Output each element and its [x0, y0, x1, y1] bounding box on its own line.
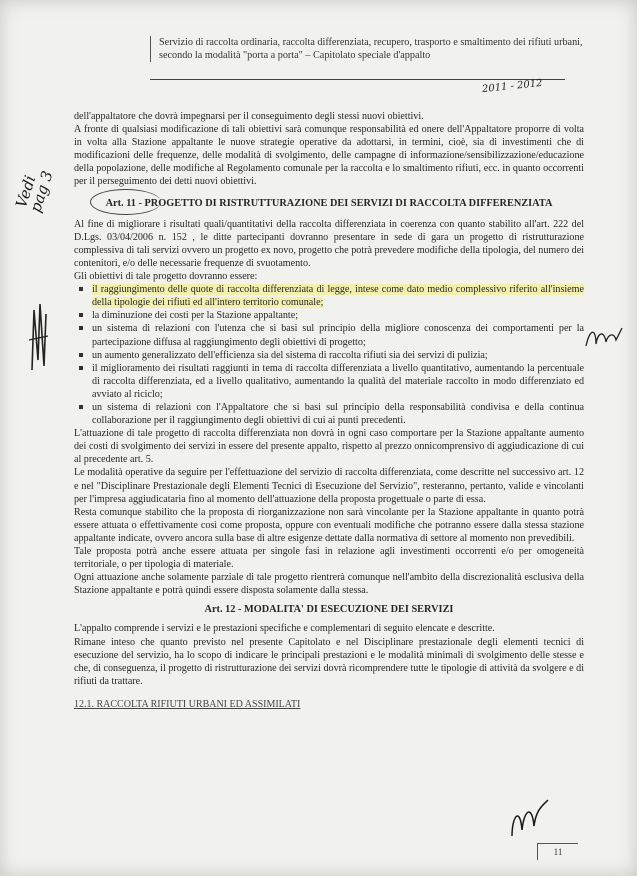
art12-title: Art. 12 - MODALITA' DI ESECUZIONE DEI SERVIZI	[204, 604, 454, 616]
handwritten-margin-note: Vedi pag 3	[12, 168, 57, 215]
handwritten-date: 2011 - 2012	[481, 77, 544, 96]
list-item: il raggiungimento delle quote di raccolta differenziata di legge, intese come dato medio complessivo riferito all'insieme della tipologie dei rifiuti ed all'intero territorio comunale;	[74, 283, 584, 309]
page-header	[150, 36, 614, 62]
header-title: Servizio di raccolta ordinaria, raccolta differenziata, recupero, trasporto e smaltimento dei rifiuti urbani, secondo la modalità "porta a porta" – Capitolato speciale d'appalto	[159, 37, 583, 61]
intro-paragraph-1: dell'appaltatore che dovrà impegnarsi per il conseguimento degli stessi nuovi obiettivi.	[74, 111, 424, 122]
art11-paragraph-5: Tale proposta potrà anche essere attuata per singole fasi in relazione agli investimenti occorrenti e/o per omogeneità territoriale, o per tipologia di materiale.	[74, 546, 584, 571]
art11-paragraph-3: Le modalità operative da seguire per l'effettuazione del servizio di raccolta differenziata, come descritte nel successivo art. 12 e nel "Disciplinare Prestazionale degli Elementi Tecnici di Esecuzione del Servizio", resteranno, pertanto, valide e vincolanti per l'impresa aggiudicataria fino al momento dell'attuazione della proposta progettuale o parte di essa.	[74, 467, 584, 505]
margin-signature-scribble	[26, 300, 52, 372]
art11-paragraph-6: Ogni attuazione anche solamente parziale di tale progetto rientrerà comunque nell'ambito della discrezionalità esclusiva della Stazione appaltante e potrà quindi essere disposta solamente dalla stessa.	[74, 572, 584, 597]
margin-note-scribble	[584, 322, 624, 352]
art12-paragraph-2: Rimane inteso che quanto previsto nel presente Capitolato e nel Disciplinare prestazionale degli elementi tecnici di esecuzione del servizio, ha lo scopo di indicare le principali prestazioni e le modalità minimali di svolgimento delle stesse e che, di conseguenza, il progetto di ristrutturazione dei servizi dovrà ricomprendere tutte le tipologie di attività da svolgere e di rifiuti da trattare.	[74, 636, 584, 687]
art11-heading	[74, 195, 584, 212]
art11-paragraph-4: Resta comunque stabilito che la proposta di riorganizzazione non sarà vincolante per la Stazione appaltante in quanto potrà essere attuata o effettivamente così come proposta, oppure con eventuali modifiche che potranno essere dalla stessa stazione appaltante indicate, ovvero ancora sulla base di altre esigenze dettate dalla normativa di settore al momento non prevedibili.	[74, 506, 584, 544]
art11-paragraph-2: L'attuazione di tale progetto di raccolta differenziata non dovrà in ogni caso comportare per la Stazione appaltante aumento dei costi di svolgimento dei servizi in essere del presente appalto, rispetto al prezzo onnicomprensivo di aggiudicazione di cui al precedente art. 5.	[74, 428, 584, 466]
signature-scribble	[508, 796, 552, 840]
list-item: un aumento generalizzato dell'efficienza sia del sistema di raccolta rifiuti sia dei servizi di pulizia;	[74, 349, 584, 362]
list-item: un sistema di relazioni con l'utenza che si basi sul principio della migliore conoscenza dei comportamenti per la partecipazione diffusa al raggiungimento degli obiettivi di progetto;	[74, 322, 584, 348]
art11-title: Art. 11 - PROGETTO DI RISTRUTTURAZIONE DEI SERVIZI DI RACCOLTA DIFFERENZIATA	[105, 197, 553, 209]
subsection-heading: 12.1. RACCOLTA RIFIUTI URBANI ED ASSIMILATI	[74, 698, 301, 710]
list-item: un sistema di relazioni con l'Appaltatore che si basi sul principio della responsabilità condivisa e della continua collaborazione per il raggiungimento degli obiettivi di cui ai punti precedenti.	[74, 401, 584, 427]
intro-paragraph-2: A fronte di qualsiasi modificazione di tali obiettivi sarà comunque responsabilità ed onere dell'Appaltatore proporre di volta in volta alla Stazione appaltante le nuove strategie operative da adottarsi, in termini, cioè, sia di investimenti che di modificazioni delle frequenze, delle modalità di svolgimento, delle campagne di informazione/sensibilizzazione/educazione della popolazione, delle modifiche al Regolamento comunale per la raccolta e lo smaltimento rifiuti, ecc. in quanto occorrenti per il perseguimento dei detti nuovi obiettivi.	[74, 124, 584, 188]
list-item: il miglioramento dei risultati raggiunti in tema di raccolta differenziata a livello quantitativo, aumentando la percentuale di raccolta differenziata, ed a livello qualitativo, aumentando la qualità del materiale raccolto in modo differenziato ed avviato al riciclo;	[74, 362, 584, 401]
art12-paragraph-1: L'appalto comprende i servizi e le prestazioni specifiche e complementari di seguito elencate e descritte.	[74, 623, 495, 635]
art11-objectives-list	[74, 283, 584, 427]
page-number: 11	[537, 843, 578, 860]
document-body	[74, 110, 584, 711]
list-item: la diminuzione dei costi per la Stazione appaltante;	[74, 309, 584, 322]
header-rule	[150, 79, 565, 80]
art11-objectives-intro: Gli obiettivi di tale progetto dovranno essere:	[74, 271, 258, 283]
art11-paragraph-1: Al fine di migliorare i risultati quali/quantitativi della raccolta differenziata in coerenza con quanto stabilito all'art. 222 del D.Lgs. 03/04/2006 n. 152 , le ditte partecipanti dovranno presentare in sede di gara un progetto di ristrutturazione complessiva di tali servizi ovvero un progetto ex novo, progetto che potrà prevedere modifiche della tipologia, del numero dei contenitori, e/o delle necessarie frequenze di svuotamento.	[74, 218, 584, 269]
